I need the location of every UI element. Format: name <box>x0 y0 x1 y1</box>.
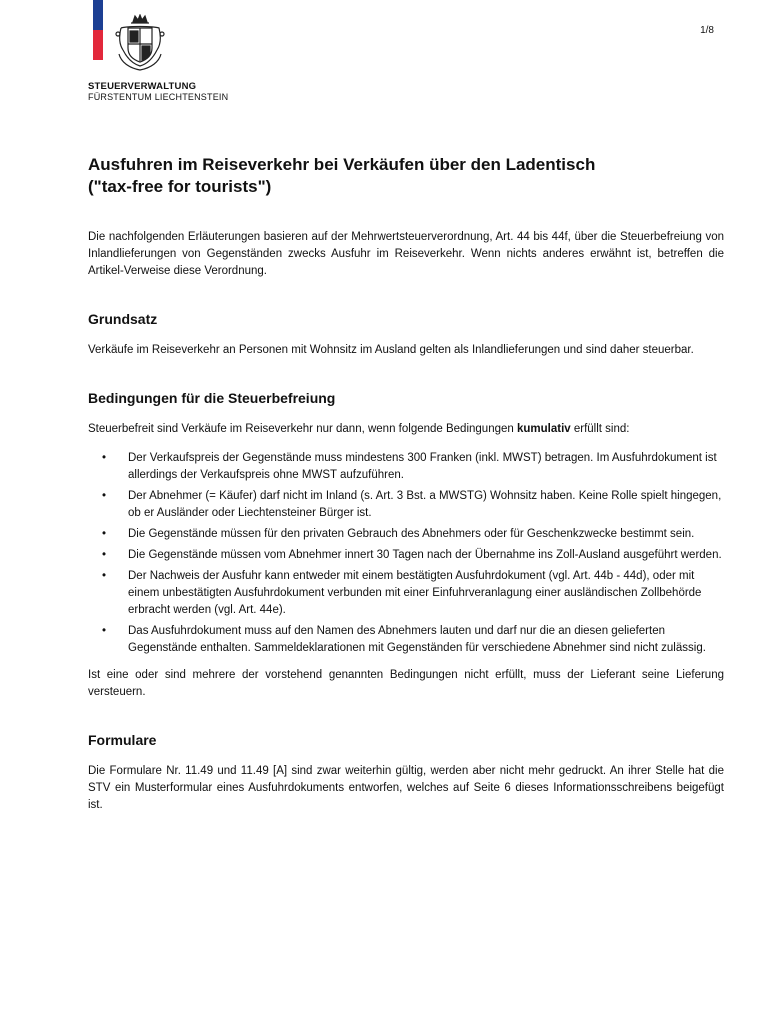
lead-text: Steuerbefreit sind Verkäufe im Reiseverkehr nur dann, wenn folgende Bedingungen <box>88 423 517 435</box>
list-item-text: Die Gegenstände müssen vom Abnehmer innert 30 Tagen nach der Übernahme ins Zoll-Ausland ausgeführt werden. <box>128 549 722 561</box>
bullet-icon: • <box>102 549 107 561</box>
bullet-icon: • <box>102 452 107 464</box>
page-number: 1/8 <box>700 25 714 36</box>
conditions-list <box>88 450 724 657</box>
title-line-2: ("tax-free for tourists") <box>88 177 272 196</box>
grundsatz-paragraph: Verkäufe im Reiseverkehr an Personen mit Wohnsitz im Ausland gelten als Inlandlieferungen und sind daher steuerbar. <box>88 344 694 356</box>
document-body <box>88 154 724 814</box>
bullet-icon: • <box>102 528 107 540</box>
list-item <box>88 488 724 522</box>
flag-stripe-red <box>93 30 103 60</box>
list-item-text: Der Verkaufspreis der Gegenstände muss mindestens 300 Franken (inkl. MWST) betragen. Im Ausfuhrdokument ist allerdings der Verkaufspreis ohne MWST aufzuführen. <box>128 452 717 481</box>
coat-of-arms-logo <box>113 14 167 72</box>
heading-grundsatz: Grundsatz <box>88 311 158 327</box>
list-item-text: Der Abnehmer (= Käufer) darf nicht im Inland (s. Art. 3 Bst. a MWSTG) Wohnsitz haben. Keine Rolle spielt hingegen, ob er Ausländer oder Liechtensteiner Bürger ist. <box>128 490 722 519</box>
bullet-icon: • <box>102 570 107 582</box>
intro-paragraph: Die nachfolgenden Erläuterungen basieren auf der Mehrwertsteuerverordnung, Art. 44 bis 44f, über die Steuerbefreiung von Inlandlieferungen von Gegenständen zwecks Ausfuhr im Reiseverkehr. Wenn nichts anderes erwähnt ist, betreffen die Artikel-Verweise diese Verordnung. <box>88 231 724 277</box>
bedingungen-lead <box>88 421 724 438</box>
lead-text-end: erfüllt sind: <box>570 423 630 435</box>
list-item <box>88 450 724 484</box>
list-item <box>88 526 724 543</box>
list-item-text: Das Ausfuhrdokument muss auf den Namen des Abnehmers lauten und darf nur die an diesen gelieferten Gegenstände enthalten. Sammeldeklarationen mit Gegenständen für verschiedene Abnehmer sind nicht zulässig. <box>128 625 706 654</box>
list-item <box>88 568 724 619</box>
heading-bedingungen: Bedingungen für die Steuerbefreiung <box>88 390 336 406</box>
org-name: STEUERVERWALTUNG <box>88 81 197 92</box>
flag-stripe-blue <box>93 0 103 30</box>
list-item <box>88 623 724 657</box>
list-item <box>88 547 724 564</box>
list-item-text: Der Nachweis der Ausfuhr kann entweder mit einem bestätigten Ausfuhrdokument (vgl. Art. 44b - 44d), oder mit einem unbestätigten Ausfuhrdokument verbunden mit einer Einfuhrveranlagung einer ausländischen Zollbehörde erbracht werden (vgl. Art. 44e). <box>128 570 702 616</box>
organization-name <box>88 82 228 102</box>
list-item-text: Die Gegenstände müssen für den privaten Gebrauch des Abnehmers oder für Geschenkzwecke bestimmt sein. <box>128 528 695 540</box>
bullet-icon: • <box>102 625 107 637</box>
formulare-paragraph: Die Formulare Nr. 11.49 und 11.49 [A] sind zwar weiterhin gültig, werden aber nicht mehr gedruckt. An ihrer Stelle hat die STV ein Musterformular eines Ausfuhrdokuments entworfen, welches auf Seite 6 dieses Informationsschreibens beigefügt ist. <box>88 765 724 811</box>
org-subtitle: FÜRSTENTUM LIECHTENSTEIN <box>88 92 229 102</box>
lead-emphasis: kumulativ <box>516 423 571 435</box>
bullet-icon: • <box>102 490 107 502</box>
heading-formulare: Formulare <box>88 732 157 748</box>
bedingungen-closing: Ist eine oder sind mehrere der vorstehend genannten Bedingungen nicht erfüllt, muss der Lieferant seine Lieferung versteuern. <box>88 669 724 698</box>
document-title <box>88 154 724 198</box>
title-line-1: Ausfuhren im Reiseverkehr bei Verkäufen über den Ladentisch <box>88 155 596 174</box>
